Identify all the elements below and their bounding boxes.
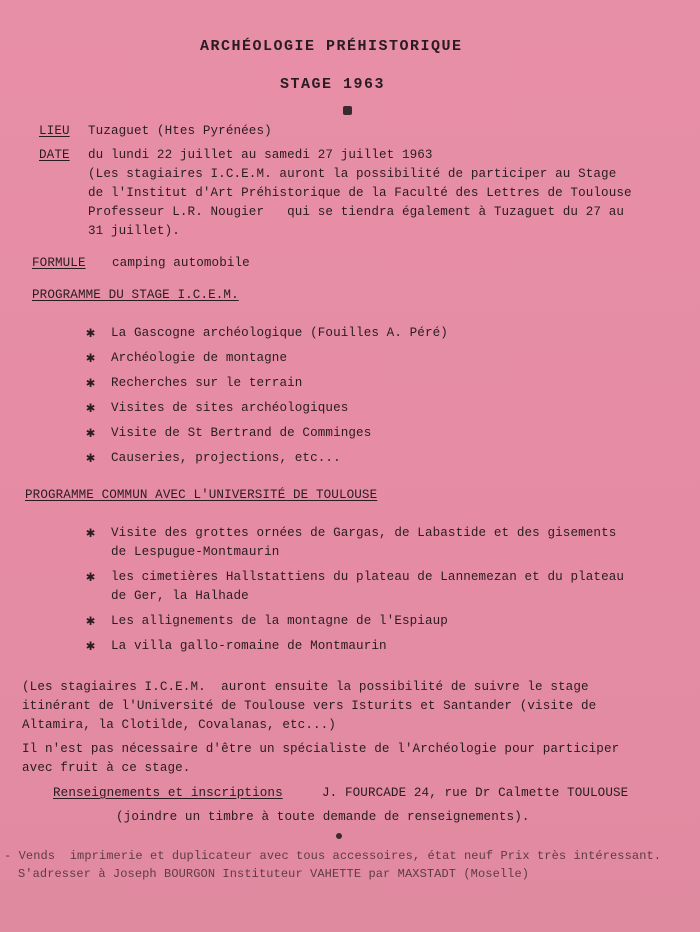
ink-mark: [336, 833, 342, 839]
note-line: Il n'est pas nécessaire d'être un spécialiste de l'Archéologie pour participer: [22, 742, 620, 756]
lieu-label: LIEU: [39, 124, 70, 138]
contact-note: (joindre un timbre à toute demande de renseignements).: [116, 810, 530, 824]
lieu-value: Tuzaguet (Htes Pyrénées): [88, 124, 272, 138]
contact-label: Renseignements et inscriptions: [53, 786, 283, 800]
contact-value: J. FOURCADE 24, rue Dr Calmette TOULOUSE: [322, 786, 629, 800]
bullet-icon: ✱: [86, 325, 96, 342]
note-line: (Les stagiaires I.C.E.M. auront ensuite la possibilité de suivre le stage: [22, 680, 589, 694]
date-note-line: 31 juillet).: [88, 224, 180, 238]
date-label: DATE: [39, 148, 70, 162]
formule-value: camping automobile: [112, 256, 250, 270]
date-note-line: Professeur L.R. Nougier qui se tiendra également à Tuzaguet du 27 au: [88, 205, 625, 219]
programme-stage-item: Recherches sur le terrain: [111, 376, 303, 390]
formule-label: FORMULE: [32, 256, 86, 270]
programme-stage-item: Causeries, projections, etc...: [111, 451, 341, 465]
date-value: du lundi 22 juillet au samedi 27 juillet 1963: [88, 148, 433, 162]
programme-commun-item: Visite des grottes ornées de Gargas, de Labastide et des gisements: [111, 526, 617, 540]
programme-commun-item: Les allignements de la montagne de l'Espiaup: [111, 614, 448, 628]
annonce-line: - Vends imprimerie et duplicateur avec tous accessoires, état neuf Prix très intéressant.: [4, 849, 662, 863]
document-title: ARCHÉOLOGIE PRÉHISTORIQUE: [200, 38, 463, 55]
programme-commun-item: La villa gallo-romaine de Montmaurin: [111, 639, 387, 653]
document-subtitle: STAGE 1963: [280, 76, 386, 93]
bullet-icon: ✱: [86, 375, 96, 392]
date-note-line: (Les stagiaires I.C.E.M. auront la possibilité de participer au Stage: [88, 167, 617, 181]
programme-stage-item: La Gascogne archéologique (Fouilles A. Péré): [111, 326, 448, 340]
bullet-icon: ✱: [86, 638, 96, 655]
note-line: Altamira, la Clotilde, Covalanas, etc...): [22, 718, 336, 732]
bullet-icon: ✱: [86, 613, 96, 630]
bullet-icon: ✱: [86, 425, 96, 442]
programme-stage-item: Visite de St Bertrand de Comminges: [111, 426, 372, 440]
annonce-line: S'adresser à Joseph BOURGON Instituteur VAHETTE par MAXSTADT (Moselle): [18, 867, 530, 881]
programme-stage-item: Visites de sites archéologiques: [111, 401, 349, 415]
date-note-line: de l'Institut d'Art Préhistorique de la Faculté des Lettres de Toulouse: [88, 186, 632, 200]
bullet-icon: ✱: [86, 400, 96, 417]
programme-commun-item-cont: de Ger, la Halhade: [111, 589, 249, 603]
ink-mark: [343, 106, 352, 115]
programme-commun-item-cont: de Lespugue-Montmaurin: [111, 545, 280, 559]
bullet-icon: ✱: [86, 525, 96, 542]
note-line: avec fruit à ce stage.: [22, 761, 191, 775]
bullet-icon: ✱: [86, 450, 96, 467]
programme-stage-heading: PROGRAMME DU STAGE I.C.E.M.: [32, 288, 239, 302]
bullet-icon: ✱: [86, 569, 96, 586]
note-line: itinérant de l'Université de Toulouse vers Isturits et Santander (visite de: [22, 699, 597, 713]
bullet-icon: ✱: [86, 350, 96, 367]
programme-commun-heading: PROGRAMME COMMUN AVEC L'UNIVERSITÉ DE TOULOUSE: [25, 488, 378, 502]
programme-stage-item: Archéologie de montagne: [111, 351, 288, 365]
programme-commun-item: les cimetières Hallstattiens du plateau de Lannemezan et du plateau: [111, 570, 625, 584]
